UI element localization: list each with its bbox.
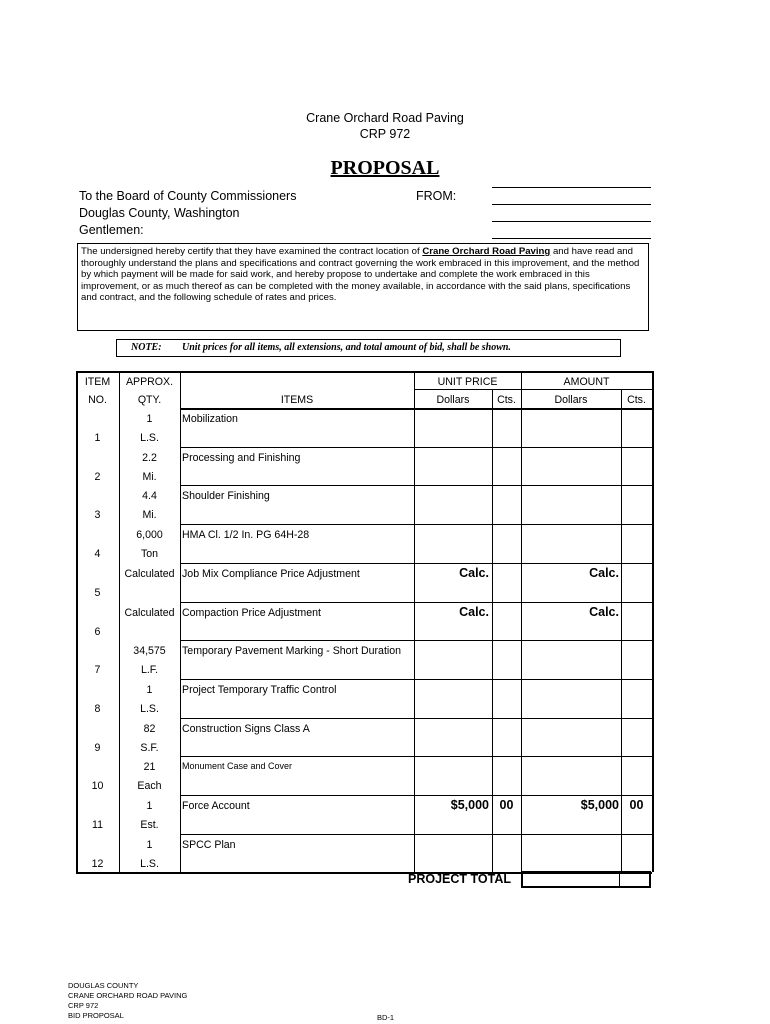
item-quantity: 6,000 [136, 529, 163, 542]
item-number: 4 [94, 548, 101, 561]
certification-text-end: and have read and thoroughly understand the plans and specifications and contract governing the work embraced in this improvement, and the method by which payment will be made for said work, and hereby propose to undertake and complete the work embraced in this improvement, or as much thereof as can be completed with the money available, in accordance with the said plans, specifications and contract, and the following schedule of rates and prices. [81, 246, 640, 304]
item-description: Shoulder Finishing [182, 490, 270, 503]
item-number: 7 [94, 664, 101, 677]
item-quantity: 1 [146, 800, 153, 812]
unit-price-cents: 00 [499, 798, 514, 812]
item-number: 6 [94, 625, 101, 638]
item-quantity: 1 [146, 838, 153, 851]
page-number: BD-1 [377, 1013, 395, 1022]
header-bottom-border [180, 408, 652, 410]
certification-box [77, 243, 649, 331]
project-number: CRP 972 [359, 127, 411, 141]
header-amount: AMOUNT [563, 376, 610, 388]
project-title: Crane Orchard Road Paving [306, 111, 464, 125]
item-description: Project Temporary Traffic Control [182, 683, 337, 696]
item-description: Processing and Finishing [182, 451, 301, 464]
header-amount-cents: Cts. [627, 394, 646, 406]
row-divider [180, 524, 652, 525]
unit-price-dollars: Calc. [459, 604, 489, 619]
item-unit: Est. [140, 819, 159, 831]
item-quantity: 82 [143, 722, 156, 735]
note-text: Unit prices for all items, all extensions, and total amount of bid, shall be shown. [182, 342, 511, 353]
from-line-2[interactable] [492, 204, 651, 205]
row-divider [180, 485, 652, 486]
item-number: 2 [94, 470, 101, 483]
from-line-4[interactable] [492, 238, 651, 239]
row-divider [180, 834, 652, 835]
bid-schedule-table [76, 371, 652, 872]
header-unit-price: UNIT PRICE [437, 376, 498, 388]
amount-dollars: Calc. [589, 604, 619, 619]
note-box [116, 339, 621, 357]
project-total-box[interactable] [521, 871, 651, 888]
from-line-1[interactable] [492, 187, 651, 188]
item-quantity: 1 [146, 413, 153, 425]
row-divider [180, 563, 652, 564]
unit-price-dollars: Calc. [459, 565, 489, 580]
item-unit: Mi. [142, 470, 157, 483]
item-number: 9 [94, 741, 101, 754]
item-quantity: 1 [146, 683, 153, 696]
item-number: 10 [91, 780, 104, 793]
row-divider [180, 602, 652, 603]
from-label: FROM: [416, 189, 457, 203]
row-divider [180, 756, 652, 757]
row-divider [180, 795, 652, 796]
page-title: PROPOSAL [330, 157, 440, 179]
header-item: ITEM [84, 376, 111, 388]
item-number: 8 [94, 702, 101, 715]
item-number: 11 [92, 819, 103, 831]
from-line-3[interactable] [492, 221, 651, 222]
item-unit: S.F. [140, 741, 159, 754]
row-divider [180, 640, 652, 641]
row-divider [180, 679, 652, 680]
item-unit: L.S. [140, 432, 159, 444]
table-top-border [76, 371, 652, 373]
table-left-border [76, 371, 78, 872]
salutation: Gentlemen: [79, 223, 144, 237]
item-quantity: 4.4 [142, 490, 157, 503]
header-amount-dollars: Dollars [554, 394, 588, 406]
address-line-1: To the Board of County Commissioners [79, 189, 297, 203]
row-divider [180, 718, 652, 719]
item-description: Mobilization [182, 413, 238, 425]
item-description: SPCC Plan [182, 838, 236, 851]
amount-dollars: $5,000 [580, 798, 619, 812]
header-qty: QTY. [137, 394, 162, 406]
column-divider [119, 371, 120, 872]
footer-county: DOUGLAS COUNTY [68, 981, 139, 990]
item-description: Force Account [182, 800, 250, 812]
footer-project: CRANE ORCHARD ROAD PAVING [68, 991, 188, 1000]
project-total-label: PROJECT TOTAL [408, 872, 512, 886]
item-unit: L.S. [140, 857, 159, 870]
item-description: Compaction Price Adjustment [182, 606, 321, 619]
address-line-2: Douglas County, Washington [79, 206, 240, 220]
item-number: 12 [91, 857, 104, 870]
header-unit-cents: Cts. [497, 394, 516, 406]
note-label: NOTE: [131, 342, 162, 353]
item-unit: Each [137, 780, 162, 793]
footer-crp: CRP 972 [68, 1001, 99, 1010]
item-unit: L.F. [140, 664, 159, 677]
item-unit: L.S. [140, 702, 159, 715]
item-unit: Mi. [142, 509, 157, 522]
item-number: 1 [94, 432, 101, 444]
table-right-border [652, 371, 654, 872]
item-number: 5 [94, 586, 101, 599]
item-description: HMA Cl. 1/2 In. PG 64H-28 [182, 529, 310, 542]
header-items: ITEMS [280, 394, 314, 406]
item-quantity: 2.2 [142, 451, 157, 464]
item-number: 3 [94, 509, 101, 522]
item-description: Construction Signs Class A [182, 722, 310, 735]
item-description: Monument Case and Cover [182, 761, 293, 772]
unit-price-dollars: $5,000 [450, 798, 489, 812]
item-description: Temporary Pavement Marking - Short Duration [182, 645, 402, 658]
item-quantity: 21 [143, 761, 156, 774]
row-divider [180, 447, 652, 448]
header-approx: APPROX. [125, 376, 174, 388]
item-quantity: Calculated [124, 606, 175, 619]
item-unit: Ton [140, 548, 159, 561]
amount-dollars: Calc. [589, 565, 619, 580]
certification-project-name: Crane Orchard Road Paving [422, 246, 551, 257]
footer-doc-type: BID PROPOSAL [68, 1011, 124, 1020]
header-sub-divider [414, 389, 652, 390]
item-description: Job Mix Compliance Price Adjustment [182, 567, 360, 580]
header-no: NO. [88, 394, 107, 406]
amount-cents: 00 [629, 798, 644, 812]
item-quantity: Calculated [124, 567, 175, 580]
item-quantity: 34,575 [133, 645, 166, 658]
project-total-cents-divider [619, 873, 620, 886]
certification-text-start: The undersigned hereby certify that they have examined the contract location of [81, 246, 423, 257]
header-unit-dollars: Dollars [436, 394, 470, 406]
